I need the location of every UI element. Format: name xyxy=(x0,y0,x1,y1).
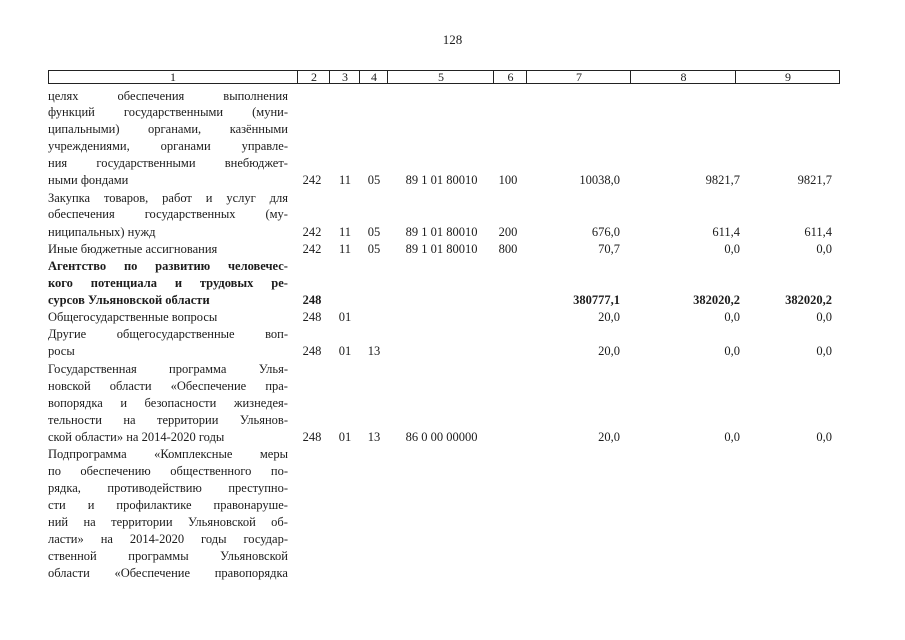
row-name: Иные бюджетные ассигнования xyxy=(48,242,218,256)
cell-c8: 382020,2 xyxy=(693,293,740,307)
cell-c2: 248 xyxy=(302,344,322,358)
row-name: ласти» на 2014-2020 годы государ- xyxy=(48,532,288,546)
table-row xyxy=(0,104,905,120)
cell-c4: 05 xyxy=(367,173,381,187)
table-row xyxy=(0,343,905,359)
cell-c9: 9821,7 xyxy=(797,173,832,187)
cell-c9: 0,0 xyxy=(816,430,832,444)
header-cell: 8 xyxy=(630,71,736,83)
cell-c5: 89 1 01 80010 xyxy=(405,225,478,239)
row-name: сурсов Ульяновской области xyxy=(48,293,210,307)
table-row xyxy=(0,155,905,171)
cell-c5: 89 1 01 80010 xyxy=(405,242,478,256)
cell-c6: 800 xyxy=(498,242,518,256)
table-row xyxy=(0,241,905,257)
cell-c2: 242 xyxy=(302,225,322,239)
cell-c9: 0,0 xyxy=(816,310,832,324)
cell-c9: 0,0 xyxy=(816,242,832,256)
cell-c7: 380777,1 xyxy=(573,293,620,307)
table-header xyxy=(48,70,840,84)
row-name: Общегосударственные вопросы xyxy=(48,310,218,324)
row-name: Другие общегосударственные воп- xyxy=(48,327,288,341)
row-name: рядка, противодействию преступно- xyxy=(48,481,288,495)
row-name: целях обеспечения выполнения xyxy=(48,89,288,103)
cell-c9: 382020,2 xyxy=(785,293,832,307)
cell-c2: 248 xyxy=(302,293,322,307)
row-name: ниципальных) нужд xyxy=(48,225,156,239)
table-row xyxy=(0,412,905,428)
table-row xyxy=(0,429,905,445)
header-cell: 4 xyxy=(359,71,388,83)
cell-c7: 20,0 xyxy=(598,344,620,358)
table-row xyxy=(0,497,905,513)
table-row xyxy=(0,463,905,479)
row-name: области «Обеспечение правопорядка xyxy=(48,566,288,580)
table-row xyxy=(0,480,905,496)
row-name: по обеспечению общественного по- xyxy=(48,464,288,478)
cell-c3: 11 xyxy=(338,225,352,239)
header-cell: 5 xyxy=(387,71,494,83)
row-name: ными фондами xyxy=(48,173,129,187)
table-row xyxy=(0,88,905,104)
row-name: ской области» на 2014-2020 годы xyxy=(48,430,225,444)
cell-c9: 611,4 xyxy=(804,225,832,239)
row-name: ний на территории Ульяновской об- xyxy=(48,515,288,529)
table-row xyxy=(0,224,905,240)
header-cell: 3 xyxy=(329,71,360,83)
row-name: новской области «Обеспечение пра- xyxy=(48,379,288,393)
row-name: росы xyxy=(48,344,75,358)
cell-c7: 20,0 xyxy=(598,310,620,324)
table-row xyxy=(0,190,905,206)
table-row xyxy=(0,565,905,581)
row-name: Подпрограмма «Комплексные меры xyxy=(48,447,288,461)
cell-c8: 0,0 xyxy=(724,344,740,358)
table-row xyxy=(0,361,905,377)
cell-c4: 13 xyxy=(367,430,381,444)
cell-c2: 248 xyxy=(302,430,322,444)
row-name: Агентство по развитию человечес- xyxy=(48,259,288,273)
cell-c2: 242 xyxy=(302,173,322,187)
cell-c8: 0,0 xyxy=(724,242,740,256)
cell-c3: 11 xyxy=(338,242,352,256)
table-row xyxy=(0,548,905,564)
cell-c8: 611,4 xyxy=(712,225,740,239)
table-row xyxy=(0,206,905,222)
table-row xyxy=(0,395,905,411)
row-name: Закупка товаров, работ и услуг для xyxy=(48,191,288,205)
table-row xyxy=(0,121,905,137)
header-cell: 2 xyxy=(297,71,330,83)
table-row xyxy=(0,172,905,188)
header-cell: 7 xyxy=(526,71,631,83)
cell-c7: 70,7 xyxy=(598,242,620,256)
table-row xyxy=(0,514,905,530)
table-row xyxy=(0,531,905,547)
table-row xyxy=(0,309,905,325)
row-name: тельности на территории Ульянов- xyxy=(48,413,288,427)
cell-c8: 9821,7 xyxy=(705,173,740,187)
row-name: вопорядка и безопасности жизнедея- xyxy=(48,396,288,410)
row-name: Государственная программа Улья- xyxy=(48,362,288,376)
cell-c8: 0,0 xyxy=(724,430,740,444)
cell-c5: 89 1 01 80010 xyxy=(405,173,478,187)
cell-c6: 200 xyxy=(498,225,518,239)
row-name: ственной программы Ульяновской xyxy=(48,549,288,563)
row-name: учреждениями, органами управле- xyxy=(48,139,288,153)
table-row xyxy=(0,326,905,342)
cell-c4: 13 xyxy=(367,344,381,358)
cell-c7: 10038,0 xyxy=(579,173,620,187)
header-cell: 1 xyxy=(170,70,176,84)
cell-c3: 11 xyxy=(338,173,352,187)
cell-c4: 05 xyxy=(367,225,381,239)
cell-c2: 248 xyxy=(302,310,322,324)
row-name: ния государственными внебюджет- xyxy=(48,156,288,170)
table-row xyxy=(0,446,905,462)
cell-c8: 0,0 xyxy=(724,310,740,324)
table-row xyxy=(0,292,905,308)
row-name: функций государственными (муни- xyxy=(48,105,288,119)
table-row xyxy=(0,138,905,154)
cell-c7: 676,0 xyxy=(591,225,620,239)
row-name: сти и профилактике правонаруше- xyxy=(48,498,288,512)
header-cell: 9 xyxy=(735,71,840,83)
cell-c6: 100 xyxy=(498,173,518,187)
cell-c3: 01 xyxy=(338,430,352,444)
cell-c3: 01 xyxy=(338,310,352,324)
cell-c3: 01 xyxy=(338,344,352,358)
table-row xyxy=(0,275,905,291)
page-number: 128 xyxy=(442,32,463,47)
table-row xyxy=(0,378,905,394)
table-row xyxy=(0,258,905,274)
cell-c7: 20,0 xyxy=(598,430,620,444)
header-cell: 6 xyxy=(493,71,527,83)
cell-c4: 05 xyxy=(367,242,381,256)
cell-c2: 242 xyxy=(302,242,322,256)
cell-c5: 86 0 00 00000 xyxy=(405,430,478,444)
row-name: ципальными) органами, казёнными xyxy=(48,122,288,136)
row-name: кого потенциала и трудовых ре- xyxy=(48,276,288,290)
row-name: обеспечения государственных (му- xyxy=(48,207,288,221)
cell-c9: 0,0 xyxy=(816,344,832,358)
